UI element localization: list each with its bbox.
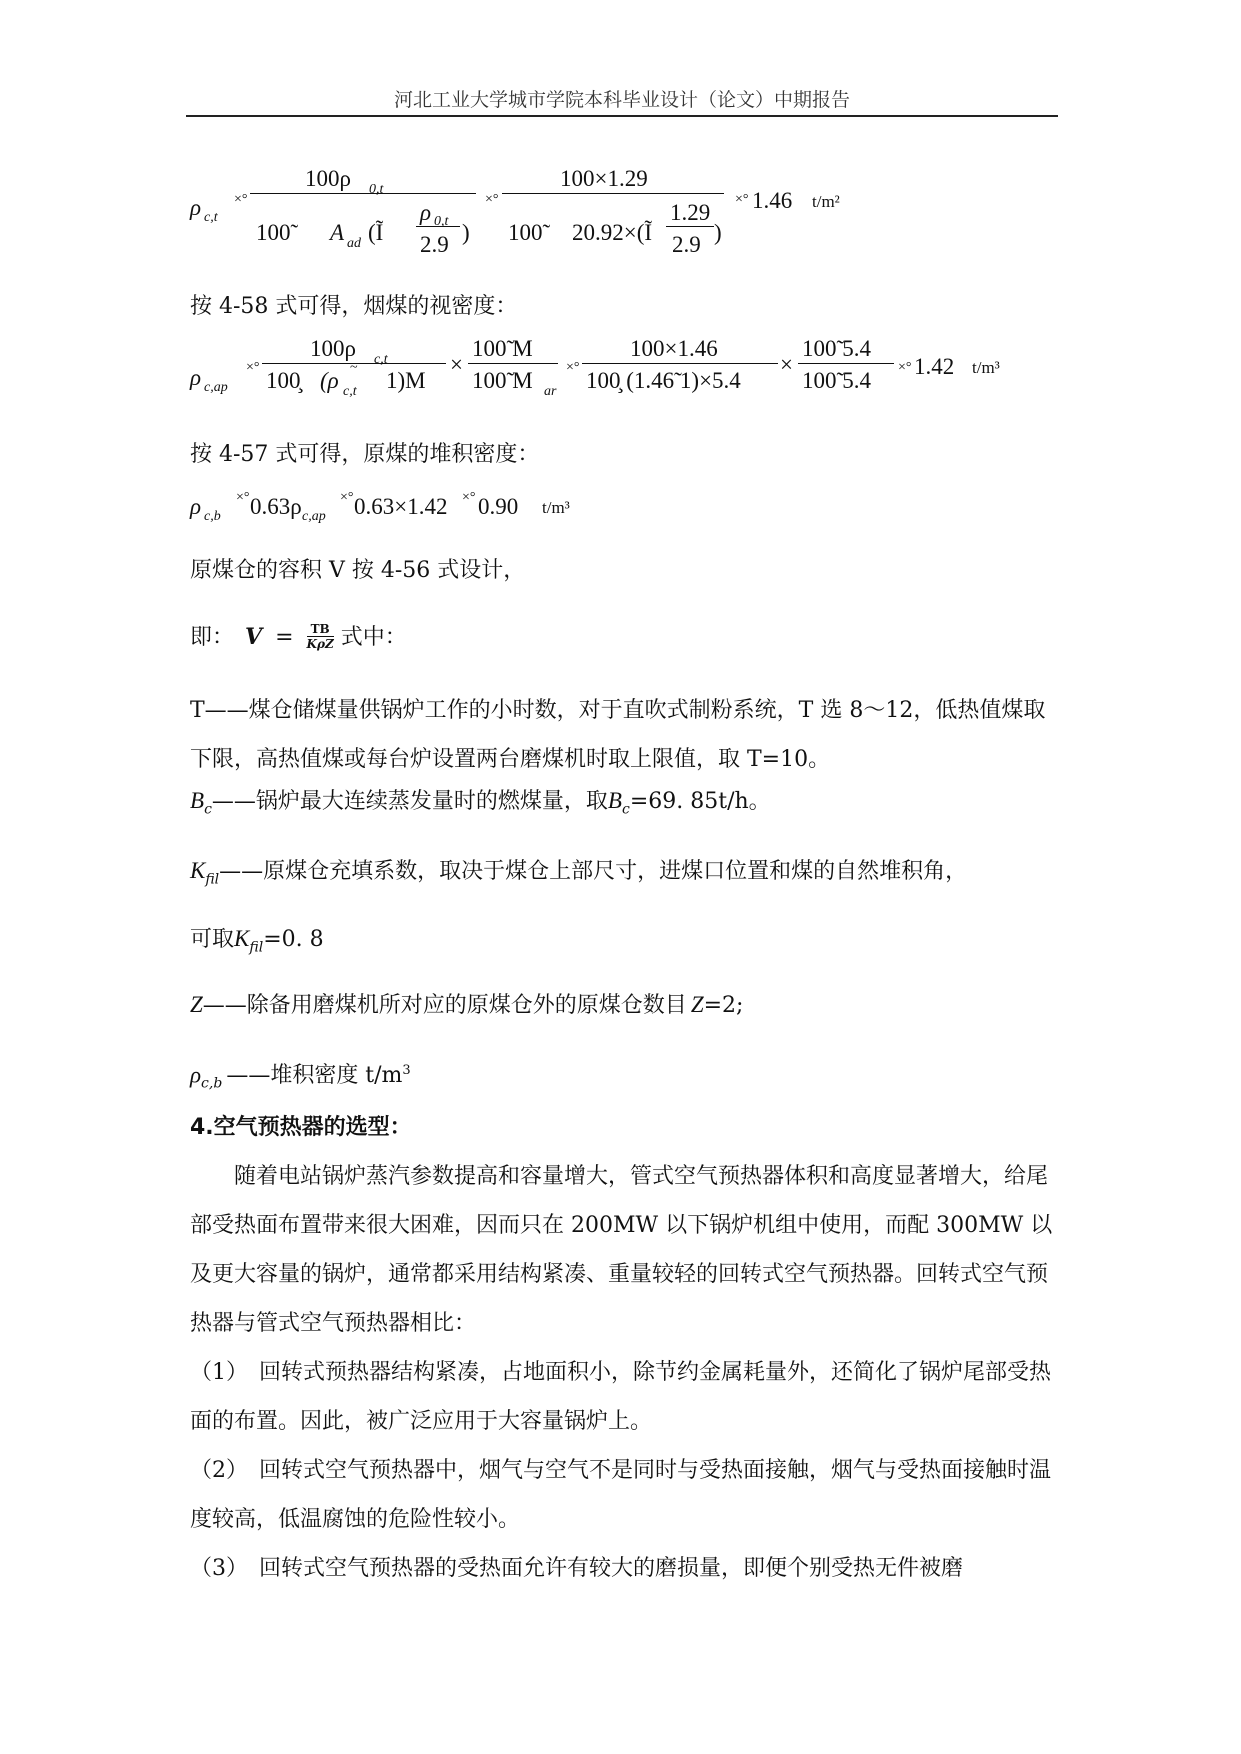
- def-Kfil2-pre: 可取: [190, 927, 235, 952]
- eq4-equals: =: [275, 625, 294, 650]
- eq1-den1-d-num: ρ: [420, 200, 432, 225]
- eq2-den3: 100̧ (1.46̃ 1)×5.4: [586, 368, 741, 393]
- eq2-unit: t/m³: [972, 358, 1000, 377]
- eq3-unit: t/m³: [542, 498, 570, 517]
- eq2-den1-b-sup: ~: [350, 360, 358, 375]
- def-Kfil-sym: K: [190, 858, 206, 883]
- eq2-den1: 100̧: [266, 368, 301, 393]
- eq1-frac1-line: [250, 193, 476, 194]
- eq1-frac1b-line: [416, 226, 460, 227]
- eq1-den2-c-num: 1.29: [670, 200, 711, 225]
- text-eq-457: 按 4-57 式可得，原煤的堆积密度：: [190, 442, 540, 467]
- eq1-num1: 100ρ: [305, 166, 351, 191]
- eq2-lhs-sub: c,ap: [204, 380, 228, 395]
- eq3-result: 0.90: [478, 494, 519, 519]
- eq1-lhs-sub: c,t: [204, 210, 218, 225]
- eq1-frac2b-line: [666, 226, 714, 227]
- eq1-eqsign: ×°: [234, 192, 248, 207]
- eq2-frac2-line: [468, 363, 558, 364]
- eq2-den2-sub: ar: [544, 384, 557, 399]
- eq2-den1-b-sub: c,t: [343, 384, 357, 399]
- eq2-eqsign: ×°: [246, 360, 260, 375]
- def-Z-sym2: Z: [690, 992, 704, 1017]
- eq2-result: 1.42: [914, 354, 955, 379]
- eq2-num1-sub: c,t: [374, 352, 388, 367]
- def-rho-sub: c,b: [201, 1075, 223, 1092]
- def-Kfil-sub: fil: [205, 871, 220, 888]
- eq2-num1: 100ρ: [310, 336, 356, 361]
- eq4-frac: [307, 622, 334, 651]
- eq2-eqsign2: ×°: [566, 360, 580, 375]
- list-item-1: （1） 回转式预热器结构紧凑，占地面积小，除节约金属耗量外，还简化了锅炉尾部受热面的布置。因此，被广泛应用于大容量锅炉上。: [190, 1360, 1052, 1434]
- eq1-den2-b: 20.92×(Ĩ: [572, 220, 653, 245]
- def-Bc-text: ——锅炉最大连续蒸发量时的燃煤量，取: [211, 789, 608, 814]
- eq1-den1-d-den: 2.9: [420, 232, 449, 257]
- def-rho-text: ——堆积密度 t/m: [226, 1063, 403, 1089]
- eq1-frac2-line: [502, 193, 724, 194]
- eq2-lhs: ρ: [190, 365, 202, 390]
- eq1-den2-c-den: 2.9: [672, 232, 701, 257]
- eq2-num3: 100×1.46: [630, 336, 718, 361]
- paragraph-intro: 随着电站锅炉蒸汽参数提高和容量增大，管式空气预热器体积和高度显著增大，给尾部受热面布置带来很大困难，因而只在 200MW 以下锅炉机组中使用，而配 300MW 以及更大容量的锅炉，通常都采用结构紧凑、重量较轻的回转式空气预热器。回转式空气预热器与管式空气预热器相比：: [190, 1164, 1053, 1336]
- eq1-den2-d: ): [714, 220, 722, 245]
- eq3-eqsign: ×°: [236, 490, 250, 505]
- text-def-Z: [190, 990, 743, 1021]
- def-Bc-sub: c: [204, 801, 212, 818]
- eq2-eqsign3: ×°: [898, 360, 912, 375]
- eq4-num: TB: [307, 622, 334, 637]
- eq2-den4: 100̃ 5.4: [802, 368, 871, 393]
- def-Bc-val: =69. 85t/h。: [629, 789, 771, 814]
- text-def-Kfil: [190, 856, 967, 894]
- eq4-den: KρZ: [306, 636, 334, 651]
- def-Z-val: =2;: [703, 993, 744, 1018]
- eq1-eqsign2: ×°: [485, 192, 499, 207]
- eq1-unit: t/m²: [812, 192, 840, 211]
- eq2-frac4-line: [798, 363, 894, 364]
- eq1-eqsign3: ×°: [735, 192, 749, 207]
- eq2-den2: 100̃ M: [472, 368, 533, 393]
- def-Z-sym: Z: [190, 992, 203, 1017]
- text-def-T: T——煤仓储煤量供锅炉工作的小时数，对于直吹式制粉系统，T 选 8～12，低热值煤取下限，高热值煤或每台炉设置两台磨煤机时取上限值，取 T=10。: [190, 698, 1046, 772]
- eq2-den1-c: 1)M: [386, 368, 426, 393]
- header-rule: [186, 115, 1058, 117]
- def-Kfil2-sym: K: [234, 926, 250, 951]
- def-Bc-sym: B: [190, 788, 205, 813]
- eq3-eqsign3: ×°: [462, 490, 476, 505]
- def-Z-text: ——除备用磨煤机所对应的原煤仓外的原煤仓数目: [202, 993, 687, 1018]
- eq1-num2: 100×1.29: [560, 166, 648, 191]
- page-header: 河北工业大学城市学院本科毕业设计（论文）中期报告: [393, 89, 850, 111]
- eq2-num4: 100̃ 5.4: [802, 336, 871, 361]
- def-Kfil-text: ——原煤仓充填系数，取决于煤仓上部尺寸，进煤口位置和煤的自然堆积角，: [219, 859, 968, 884]
- eq1-den1-b: A: [330, 220, 345, 245]
- text-eq-458: 按 4-58 式可得，烟煤的视密度：: [190, 294, 518, 319]
- text-def-Bc: [190, 786, 771, 824]
- eq2-den1-b: (ρ: [320, 368, 339, 393]
- eq1-result: 1.46: [752, 188, 793, 213]
- text-def-rho-cb: [190, 1056, 411, 1099]
- def-Bc-sym2: B: [607, 788, 622, 813]
- equation-volume: [190, 622, 407, 653]
- eq4-prefix: 即：: [190, 625, 235, 650]
- eq1-den1-c: (Ĩ: [368, 220, 384, 245]
- eq3-expr1-sub: c,ap: [302, 509, 326, 524]
- eq1-den1-d-num-sub: 0,t: [434, 214, 449, 229]
- eq3-lhs: ρ: [190, 494, 202, 519]
- eq4-v: V: [245, 624, 263, 650]
- eq2-times: ×: [450, 352, 463, 377]
- section-heading-4: 4.空气预热器的选型：: [190, 1115, 412, 1140]
- eq3-eqsign2: ×°: [340, 490, 354, 505]
- eq1-num1-sub: 0,t: [369, 182, 384, 197]
- eq3-expr2: 0.63×1.42: [354, 494, 448, 519]
- text-def-Kfil-value: [190, 924, 324, 962]
- eq1-lhs: ρ: [190, 195, 202, 220]
- eq3-lhs-sub: c,b: [204, 509, 221, 524]
- eq1-den2-a: 100̃: [508, 220, 543, 245]
- eq1-den1-e: ): [462, 220, 470, 245]
- eq1-den1-b-sub: ad: [347, 236, 361, 251]
- text-eq-456: 原煤仓的容积 V 按 4-56 式设计，: [190, 558, 526, 583]
- eq4-suffix: 式中：: [340, 625, 407, 650]
- list-item-2: （2） 回转式空气预热器中，烟气与空气不是同时与受热面接触，烟气与受热面接触时温度较高，低温腐蚀的危险性较小。: [190, 1458, 1052, 1532]
- eq2-times2: ×: [780, 352, 793, 377]
- eq3-expr1: 0.63ρ: [250, 494, 302, 519]
- def-rho-sym: ρ: [190, 1062, 202, 1088]
- def-Kfil2-val: =0. 8: [263, 927, 324, 952]
- list-item-3: （3） 回转式空气预热器的受热面允许有较大的磨损量，即便个别受热无件被磨: [190, 1556, 963, 1581]
- def-Kfil2-sub: fil: [249, 939, 264, 956]
- def-rho-sup: 3: [402, 1063, 411, 1078]
- eq2-frac3-line: [582, 363, 778, 364]
- def-Bc-sub2: c: [621, 801, 630, 818]
- eq1-den1-a: 100̃: [256, 220, 291, 245]
- eq2-num2: 100̃ M: [472, 336, 533, 361]
